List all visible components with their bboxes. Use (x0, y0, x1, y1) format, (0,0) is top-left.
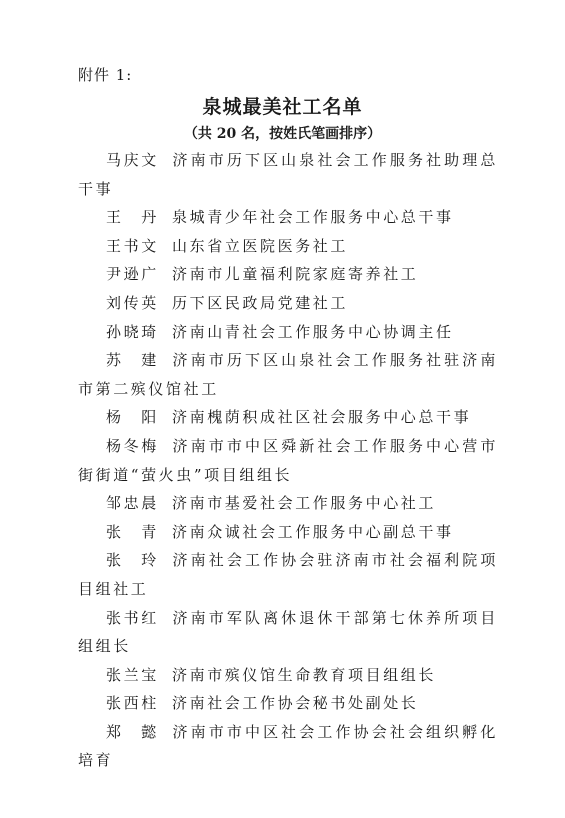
person-name: 杨 阳 (106, 408, 159, 427)
person-name: 孙晓琦 (106, 322, 159, 341)
person-title: 历下区民政局党建社工 (172, 293, 349, 312)
name-list (78, 146, 498, 775)
person-name: 张兰宝 (106, 665, 159, 684)
person-title: 济南众诚社会工作服务中心副总干事 (172, 522, 454, 541)
person-title: 济南市基爱社会工作服务中心社工 (172, 494, 437, 513)
list-item (78, 604, 498, 661)
person-name: 王 丹 (106, 208, 159, 227)
person-name: 张 玲 (106, 551, 159, 570)
person-title: 济南市儿童福利院家庭寄养社工 (172, 265, 419, 284)
person-name: 王书文 (106, 236, 159, 255)
person-title: 济南市历下区山泉社会工作服务社助理总干事 (78, 151, 498, 198)
person-name: 张 青 (106, 522, 159, 541)
person-title: 济南槐荫积成社区社会服务中心总干事 (172, 408, 472, 427)
person-name: 尹逊广 (106, 265, 159, 284)
list-item (78, 146, 498, 203)
list-item (78, 546, 498, 603)
list-item (78, 232, 498, 261)
person-title: 济南市军队离休退休干部第七休养所项目组组长 (78, 608, 498, 656)
list-item (78, 661, 498, 690)
list-item (78, 260, 498, 289)
person-title: 山东省立医院医务社工 (172, 236, 349, 255)
document-subtitle: （共 20 名，按姓氏笔画排序） (183, 126, 382, 142)
list-item (78, 489, 498, 518)
person-title: 济南市市中区社会工作协会社会组织孵化培育 (78, 722, 498, 770)
person-name: 杨冬梅 (106, 436, 159, 455)
list-item (78, 318, 498, 347)
person-name: 邹忠晨 (106, 494, 159, 513)
list-item (78, 346, 498, 403)
person-name: 马庆文 (106, 151, 159, 169)
person-name: 刘传英 (106, 293, 159, 312)
person-title: 济南社会工作协会秘书处副处长 (172, 694, 419, 713)
person-name: 张书红 (106, 608, 159, 627)
person-title: 济南山青社会工作服务中心协调主任 (172, 322, 454, 341)
list-item (78, 518, 498, 547)
person-title: 济南市历下区山泉社会工作服务社驻济南市第二殡仪馆社工 (78, 351, 498, 398)
list-item (78, 718, 498, 775)
person-title: 济南社会工作协会驻济南市社会福利院项目组社工 (78, 551, 498, 598)
attachment-label: 附件 1: (78, 66, 133, 84)
person-name: 苏 建 (106, 351, 159, 370)
list-item (78, 403, 498, 432)
list-item (78, 689, 498, 718)
person-title: 济南市市中区舜新社会工作服务中心营市街街道“萤火虫”项目组组长 (78, 436, 498, 484)
document-title: 泉城最美社工名单 (202, 96, 363, 118)
list-item (78, 203, 498, 232)
list-item (78, 432, 498, 489)
person-name: 张西柱 (106, 694, 159, 713)
person-title: 济南市殡仪馆生命教育项目组组长 (172, 665, 437, 684)
person-name: 郑 懿 (106, 722, 159, 741)
list-item (78, 289, 498, 318)
person-title: 泉城青少年社会工作服务中心总干事 (172, 208, 454, 227)
